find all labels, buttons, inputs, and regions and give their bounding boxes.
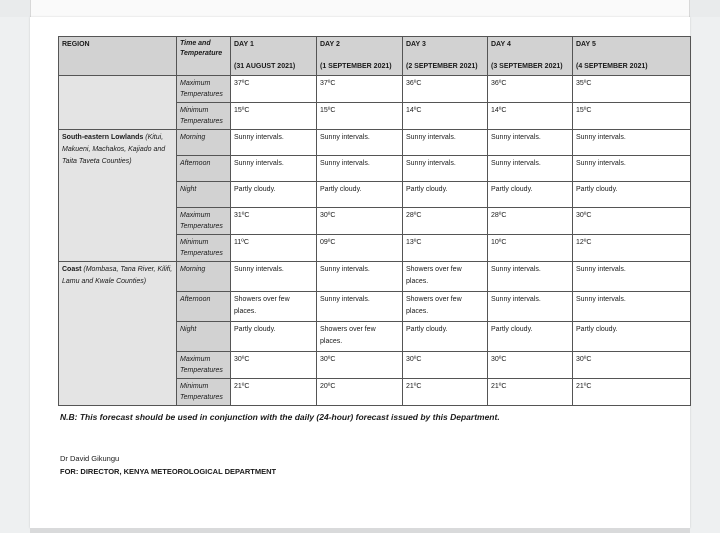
region-name: Coast <box>62 266 82 273</box>
forecast-cell: 21ºC <box>573 379 691 406</box>
forecast-cell: Sunny intervals. <box>231 156 317 182</box>
forecast-cell: 15ºC <box>231 103 317 130</box>
header-row <box>59 37 691 76</box>
forecast-cell: 35ºC <box>573 76 691 103</box>
forecast-cell: 15ºC <box>573 103 691 130</box>
forecast-row <box>59 130 691 156</box>
forecast-cell: 30ºC <box>403 352 488 379</box>
time-label-cell: Minimum Temperatures <box>177 379 231 406</box>
region-header: REGION <box>59 37 177 76</box>
forecast-cell: Sunny intervals. <box>231 262 317 292</box>
time-label-cell: Afternoon <box>177 156 231 182</box>
forecast-cell: Sunny intervals. <box>573 156 691 182</box>
forecast-cell: Sunny intervals. <box>488 130 573 156</box>
day3-header: DAY 3 (2 SEPTEMBER 2021) <box>403 37 488 76</box>
forecast-cell: Showers over few places. <box>317 322 403 352</box>
forecast-cell: Showers over few places. <box>403 262 488 292</box>
forecast-row <box>59 76 691 103</box>
time-label-cell: Night <box>177 322 231 352</box>
time-label-cell: Afternoon <box>177 292 231 322</box>
forecast-cell: 20ºC <box>317 379 403 406</box>
forecast-cell: 21ºC <box>403 379 488 406</box>
day5-header: DAY 5 (4 SEPTEMBER 2021) <box>573 37 691 76</box>
forecast-cell: Sunny intervals. <box>317 262 403 292</box>
forecast-cell: 21ºC <box>231 379 317 406</box>
forecast-cell: Partly cloudy. <box>231 182 317 208</box>
forecast-cell: 11ºC <box>231 235 317 262</box>
forecast-cell: Sunny intervals. <box>317 292 403 322</box>
forecast-cell: Sunny intervals. <box>403 130 488 156</box>
day1-header: DAY 1 (31 AUGUST 2021) <box>231 37 317 76</box>
forecast-cell: Partly cloudy. <box>573 322 691 352</box>
forecast-cell: Showers over few places. <box>231 292 317 322</box>
forecast-cell: Sunny intervals. <box>488 292 573 322</box>
time-label-cell: Maximum Temperatures <box>177 208 231 235</box>
forecast-cell: 15ºC <box>317 103 403 130</box>
forecast-cell: 30ºC <box>231 352 317 379</box>
forecast-cell: 37ºC <box>317 76 403 103</box>
forecast-cell: 21ºC <box>488 379 573 406</box>
forecast-cell: 30ºC <box>573 208 691 235</box>
forecast-cell: Sunny intervals. <box>317 130 403 156</box>
time-label-cell: Morning <box>177 130 231 156</box>
forecast-cell: 36ºC <box>488 76 573 103</box>
forecast-note: N.B: This forecast should be used in conjunction with the daily (24-hour) forecast issued by this Department. <box>60 412 500 422</box>
forecast-cell: Sunny intervals. <box>573 262 691 292</box>
top-band <box>0 0 720 17</box>
forecast-cell: 13ºC <box>403 235 488 262</box>
forecast-cell: Partly cloudy. <box>317 182 403 208</box>
forecast-table <box>58 36 691 406</box>
day4-header: DAY 4 (3 SEPTEMBER 2021) <box>488 37 573 76</box>
forecast-cell: 30ºC <box>573 352 691 379</box>
time-label-cell: Night <box>177 182 231 208</box>
forecast-cell: 30ºC <box>317 352 403 379</box>
forecast-cell: Partly cloudy. <box>488 322 573 352</box>
next-page-edge <box>30 528 690 533</box>
day2-header: DAY 2 (1 SEPTEMBER 2021) <box>317 37 403 76</box>
forecast-cell: Sunny intervals. <box>231 130 317 156</box>
forecast-cell: 30ºC <box>317 208 403 235</box>
time-label-cell: Minimum Temperatures <box>177 103 231 130</box>
region-cell-coast <box>59 262 177 406</box>
region-detail: (Mombasa, Tana River, Kilifi, Lamu and Kwale Counties) <box>62 266 173 285</box>
forecast-cell: Sunny intervals. <box>573 292 691 322</box>
document-page <box>30 17 690 528</box>
time-label-cell: Maximum Temperatures <box>177 76 231 103</box>
forecast-cell: 30ºC <box>488 352 573 379</box>
forecast-cell: Partly cloudy. <box>488 182 573 208</box>
forecast-rows <box>59 76 691 406</box>
forecast-cell: Partly cloudy. <box>573 182 691 208</box>
time-label-cell: Minimum Temperatures <box>177 235 231 262</box>
region-name: South-eastern Lowlands <box>62 134 144 141</box>
forecast-cell: 37ºC <box>231 76 317 103</box>
forecast-cell: 36ºC <box>403 76 488 103</box>
forecast-cell: Sunny intervals. <box>488 156 573 182</box>
region-cell-south-eastern-lowlands <box>59 130 177 262</box>
time-label-cell: Morning <box>177 262 231 292</box>
previous-page-edge <box>30 0 690 17</box>
region-cell-empty <box>59 76 177 130</box>
forecast-cell: Sunny intervals. <box>573 130 691 156</box>
forecast-row <box>59 262 691 292</box>
forecast-cell: 28ºC <box>488 208 573 235</box>
forecast-cell: Sunny intervals. <box>403 156 488 182</box>
forecast-cell: Showers over few places. <box>403 292 488 322</box>
time-label-cell: Maximum Temperatures <box>177 352 231 379</box>
forecast-cell: 12ºC <box>573 235 691 262</box>
region-detail: (Kitui, Makueni, Machakos, Kajiado and Taita Taveta Counties) <box>62 134 166 165</box>
forecast-cell: 10ºC <box>488 235 573 262</box>
time-header: Time and Temperature <box>177 37 231 76</box>
forecast-cell: Partly cloudy. <box>231 322 317 352</box>
signatory-title: FOR: DIRECTOR, KENYA METEOROLOGICAL DEPARTMENT <box>60 467 277 476</box>
forecast-cell: 14ºC <box>403 103 488 130</box>
forecast-cell: Partly cloudy. <box>403 322 488 352</box>
forecast-cell: 28ºC <box>403 208 488 235</box>
forecast-cell: 09ºC <box>317 235 403 262</box>
forecast-cell: Sunny intervals. <box>317 156 403 182</box>
forecast-cell: 31ºC <box>231 208 317 235</box>
forecast-cell: Sunny intervals. <box>488 262 573 292</box>
forecast-cell: 14ºC <box>488 103 573 130</box>
forecast-cell: Partly cloudy. <box>403 182 488 208</box>
signatory-name: Dr David Gikungu <box>60 454 120 463</box>
